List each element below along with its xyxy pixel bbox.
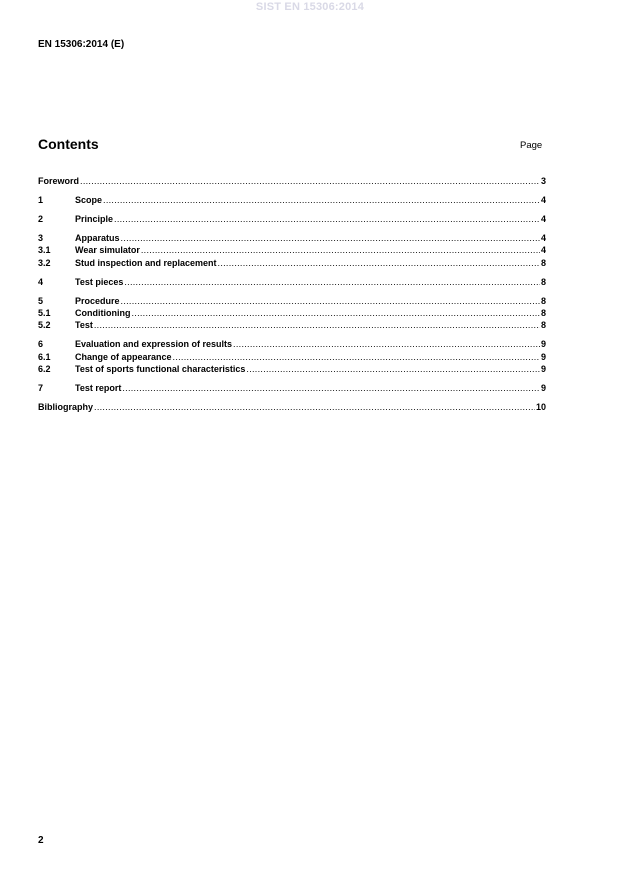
dot-leader [80,175,540,187]
toc-entry-bibliography[interactable] [38,401,546,413]
toc-entry-title: Evaluation and expression of results [75,339,233,350]
toc-entry-number: 5.2 [38,320,51,331]
page-column-label: Page [520,140,543,151]
toc-entry-title: Apparatus [75,232,120,243]
toc-entry-number: 4 [38,276,44,287]
toc-entry-3-1[interactable] [38,244,546,256]
toc-entry-title: Wear simulator [75,245,140,256]
toc-entry-page: 4 [540,245,546,256]
toc-entry-7[interactable] [38,382,546,394]
dot-leader [233,338,540,350]
toc-entry-page: 9 [540,383,546,394]
toc-entry-6-2[interactable] [38,363,546,375]
toc-entry-title: Test pieces [75,276,124,287]
contents-heading: Contents [38,136,99,152]
toc-entry-number: 5.1 [38,308,51,319]
toc-entry-page: 3 [540,176,546,186]
toc-entry-3-2[interactable] [38,257,546,269]
toc-entry-number: 3.2 [38,257,51,268]
toc-entry-title: Test of sports functional characteristics [75,364,246,375]
toc-entry-page: 9 [540,364,546,375]
toc-entry-number: 6.1 [38,351,51,362]
watermark: SIST EN 15306:2014 [255,1,365,13]
dot-leader [218,257,540,269]
document-id: EN 15306:2014 (E) [38,39,125,50]
toc-entry-title: Bibliography [38,402,94,413]
toc-entry-5[interactable] [38,295,546,307]
toc-entry-5-1[interactable] [38,307,546,319]
toc-entry-page: 9 [540,339,546,350]
toc-entry-title: Test report [75,383,122,394]
toc-entry-page: 4 [540,213,546,224]
dot-leader [94,319,540,331]
toc-entry-6-1[interactable] [38,351,546,363]
dot-leader [121,232,540,244]
toc-entry-number: 5 [38,295,44,306]
toc-entry-title: Foreword [38,176,80,186]
toc-entry-title: Test [75,320,93,331]
toc-entry-5-2[interactable] [38,319,546,331]
toc-entry-1[interactable] [38,194,546,206]
dot-leader [122,382,540,394]
toc-entry-page: 4 [540,194,546,205]
page-number: 2 [38,835,44,846]
dot-leader [114,213,540,225]
dot-leader [103,194,540,206]
toc-entry-number: 2 [38,213,44,224]
toc-entry-title: Change of appearance [75,351,172,362]
toc-entry-3[interactable] [38,232,546,244]
dot-leader [173,351,540,363]
toc-entry-number: 7 [38,383,44,394]
toc-entry-number: 3.1 [38,245,51,256]
toc-entry-number: 6 [38,339,44,350]
table-of-contents [38,175,546,414]
dot-leader [141,244,540,256]
toc-entry-6[interactable] [38,338,546,350]
toc-entry-number: 3 [38,232,44,243]
dot-leader [131,307,540,319]
toc-entry-page: 8 [540,308,546,319]
toc-entry-page: 9 [540,351,546,362]
toc-entry-2[interactable] [38,213,546,225]
toc-entry-title: Scope [75,194,103,205]
toc-entry-number: 6.2 [38,364,51,375]
toc-entry-4[interactable] [38,276,546,288]
toc-entry-page: 4 [540,232,546,243]
dot-leader [124,276,540,288]
dot-leader [121,295,540,307]
toc-entry-page: 8 [540,295,546,306]
toc-entry-title: Principle [75,213,114,224]
toc-entry-foreword[interactable] [38,175,546,187]
toc-entry-page: 10 [535,402,546,413]
toc-entry-page: 8 [540,276,546,287]
toc-entry-page: 8 [540,257,546,268]
dot-leader [94,401,535,413]
toc-entry-number: 1 [38,194,44,205]
dot-leader [246,363,540,375]
toc-entry-title: Procedure [75,295,120,306]
toc-entry-title: Conditioning [75,308,131,319]
toc-entry-title: Stud inspection and replacement [75,257,217,268]
toc-entry-page: 8 [540,320,546,331]
